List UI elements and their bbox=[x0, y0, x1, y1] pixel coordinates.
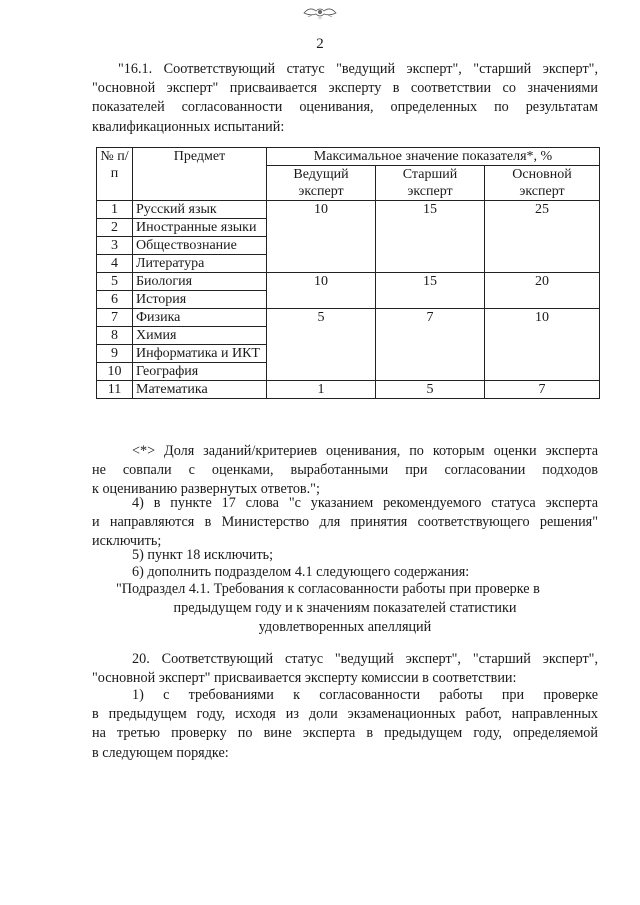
page-number: 2 bbox=[316, 36, 324, 52]
clause-20-item-1-line: на третью проверку по вине эксперта в предыдущем году, определяемой bbox=[92, 725, 598, 742]
row-subject: Физика bbox=[133, 309, 267, 327]
row-number: 4 bbox=[97, 255, 133, 273]
header-main-expert: Основной эксперт bbox=[485, 166, 600, 201]
clause-20-item-1-line: 1) с требованиями к согласованности работы при проверке bbox=[132, 687, 598, 703]
table-footnote bbox=[92, 442, 598, 500]
table-row bbox=[97, 201, 600, 219]
row-number: 11 bbox=[97, 381, 133, 399]
table-row bbox=[97, 273, 600, 291]
clause-16-1-line: "основной эксперт" присваивается эксперту в соответствии со значениями bbox=[92, 80, 598, 97]
senior-value: 5 bbox=[376, 381, 485, 399]
row-number: 3 bbox=[97, 237, 133, 255]
row-number: 8 bbox=[97, 327, 133, 345]
clause-16-1-line: показателей согласованности оценивания, определенных по результатам bbox=[92, 99, 598, 116]
item-4 bbox=[92, 494, 598, 552]
main-value: 7 bbox=[485, 381, 600, 399]
item-6-line: 6) дополнить подразделом 4.1 следующего содержания: bbox=[132, 564, 470, 580]
clause-20-item-1-line: в следующем порядке: bbox=[92, 744, 229, 761]
row-number: 7 bbox=[97, 309, 133, 327]
header-lead-expert: Ведущий эксперт bbox=[267, 166, 376, 201]
row-subject: Русский язык bbox=[133, 201, 267, 219]
lead-value: 5 bbox=[267, 309, 376, 381]
table-row bbox=[97, 309, 600, 327]
row-subject: Обществознание bbox=[133, 237, 267, 255]
subsection-4-1-title bbox=[92, 580, 598, 638]
row-subject: Химия bbox=[133, 327, 267, 345]
subsection-title-line: предыдущем году и к значениям показателей статистики bbox=[173, 600, 517, 617]
senior-value: 15 bbox=[376, 201, 485, 273]
main-value: 10 bbox=[485, 309, 600, 381]
item-5-line: 5) пункт 18 исключить; bbox=[132, 547, 274, 563]
row-number: 2 bbox=[97, 219, 133, 237]
header-max-value: Максимальное значение показателя*, % bbox=[267, 148, 600, 166]
footnote-line: к оцениванию развернутых ответов."; bbox=[92, 481, 320, 498]
row-subject: История bbox=[133, 291, 267, 309]
senior-value: 7 bbox=[376, 309, 485, 381]
clause-16-1-line: квалификационных испытаний: bbox=[92, 118, 285, 135]
senior-value: 15 bbox=[376, 273, 485, 309]
expert-status-table bbox=[96, 147, 600, 399]
item-4-line: 4) в пункте 17 слова "с указанием рекомендуемого статуса эксперта bbox=[132, 495, 598, 511]
subsection-title-line: удовлетворенных апелляций bbox=[258, 619, 432, 636]
clause-16-1 bbox=[92, 60, 598, 137]
row-subject: Математика bbox=[133, 381, 267, 399]
clause-20 bbox=[92, 650, 598, 688]
row-subject: Биология bbox=[133, 273, 267, 291]
clause-20-item-1 bbox=[92, 686, 598, 763]
item-4-line: исключить; bbox=[92, 533, 162, 550]
row-subject: Литература bbox=[133, 255, 267, 273]
header-number: № п/п bbox=[97, 148, 133, 201]
row-number: 5 bbox=[97, 273, 133, 291]
row-number: 10 bbox=[97, 363, 133, 381]
footnote-line: <*> Доля заданий/критериев оценивания, по которым оценки эксперта bbox=[132, 443, 598, 459]
row-subject: Иностранные языки bbox=[133, 219, 267, 237]
main-value: 25 bbox=[485, 201, 600, 273]
clause-16-1-line: "16.1. Соответствующий статус "ведущий эксперт", "старший эксперт", bbox=[118, 61, 598, 77]
item-4-line: и направляются в Министерство для принятия соответствующего решения" bbox=[92, 514, 598, 531]
table-row bbox=[97, 381, 600, 399]
row-number: 6 bbox=[97, 291, 133, 309]
lead-value: 1 bbox=[267, 381, 376, 399]
row-subject: География bbox=[133, 363, 267, 381]
clause-20-line: 20. Соответствующий статус "ведущий эксперт", "старший эксперт", bbox=[132, 651, 598, 667]
lead-value: 10 bbox=[267, 273, 376, 309]
main-value: 20 bbox=[485, 273, 600, 309]
subsection-title-line: "Подраздел 4.1. Требования к согласованности работы при проверке в bbox=[116, 581, 540, 597]
header-senior-expert: Старший эксперт bbox=[376, 166, 485, 201]
clause-20-line: "основной эксперт" присваивается эксперту комиссии в соответствии: bbox=[92, 670, 517, 687]
header-subject: Предмет bbox=[133, 148, 267, 201]
row-number: 9 bbox=[97, 345, 133, 363]
row-number: 1 bbox=[97, 201, 133, 219]
row-subject: Информатика и ИКТ bbox=[133, 345, 267, 363]
footnote-line: не совпали с оценками, выработанными при согласовании подходов bbox=[92, 462, 598, 479]
coat-of-arms-emblem bbox=[300, 4, 340, 20]
lead-value: 10 bbox=[267, 201, 376, 273]
clause-20-item-1-line: в предыдущем году, исходя из доли экзаменационных работ, направленных bbox=[92, 706, 598, 723]
